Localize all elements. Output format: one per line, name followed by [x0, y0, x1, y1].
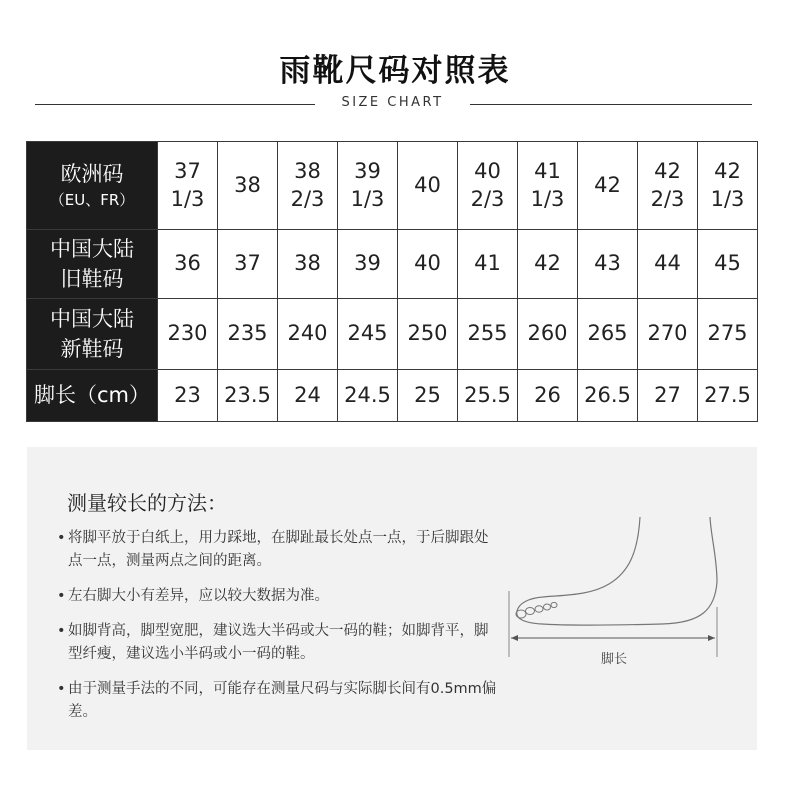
size-value: 275 [707, 321, 748, 346]
size-value: 240 [287, 321, 328, 346]
method-tips-list [57, 527, 497, 736]
size-cell [278, 142, 338, 230]
page-title: 雨靴尺码对照表 [279, 53, 511, 89]
size-value: 38 [234, 172, 261, 197]
size-value: 24.5 [344, 382, 391, 407]
foot-length-label: 脚长 [600, 652, 628, 667]
size-value: 39 [354, 159, 381, 184]
size-cell [158, 230, 218, 299]
size-value: 38 [294, 251, 321, 276]
bullet-icon: • [57, 588, 66, 604]
size-value: 43 [594, 251, 621, 276]
size-cell [338, 142, 398, 230]
size-value: 255 [467, 321, 508, 346]
row-header [27, 142, 158, 230]
size-cell [638, 230, 698, 299]
size-cell [398, 370, 458, 422]
size-value: 42 [654, 159, 681, 184]
size-cell [398, 142, 458, 230]
size-value: 40 [414, 251, 441, 276]
size-value: 39 [354, 251, 381, 276]
foot-outline [517, 517, 717, 625]
size-cell [698, 299, 758, 370]
size-cell [158, 299, 218, 370]
size-value: 26 [534, 382, 561, 407]
method-tip-text: 如脚背高，脚型宽肥，建议选大半码或大一码的鞋；如脚背平，脚型纤瘦，建议选小半码或小一码的鞋。 [68, 623, 489, 662]
size-cell [338, 299, 398, 370]
size-cell [578, 230, 638, 299]
size-fraction: 1/3 [530, 186, 565, 211]
size-cell [398, 230, 458, 299]
size-value: 265 [587, 321, 628, 346]
size-chart-table [26, 141, 758, 422]
method-tip-item [57, 620, 498, 666]
size-fraction: 2/3 [470, 186, 505, 211]
size-cell [458, 230, 518, 299]
bullet-icon: • [57, 530, 66, 546]
divider-left [35, 104, 315, 105]
method-tip-text: 将脚平放于白纸上，用力踩地，在脚趾最长处点一点，于后脚跟处点一点，测量两点之间的距离。 [68, 530, 489, 569]
row-header-label: 脚长（cm） [33, 383, 150, 408]
size-fraction: 1/3 [350, 186, 385, 211]
row-header [27, 299, 158, 370]
size-value: 42 [594, 172, 621, 197]
size-value: 230 [167, 321, 208, 346]
size-cell [698, 230, 758, 299]
size-cell [518, 370, 578, 422]
bullet-icon: • [57, 681, 66, 697]
size-value: 24 [294, 382, 321, 407]
size-value: 235 [227, 321, 268, 346]
size-value: 40 [414, 172, 441, 197]
size-cell [398, 299, 458, 370]
row-header [27, 230, 158, 299]
size-value: 23.5 [224, 382, 271, 407]
size-row [27, 142, 758, 230]
size-value: 27 [654, 382, 681, 407]
size-cell [518, 230, 578, 299]
method-title: 测量较长的方法： [67, 491, 227, 515]
size-value: 37 [234, 251, 261, 276]
size-value: 40 [474, 159, 501, 184]
method-tip-item [57, 678, 498, 724]
size-cell [218, 142, 278, 230]
arrow-head-left [511, 635, 518, 641]
row-header-label: 欧洲码 [60, 162, 124, 187]
toe-1 [516, 610, 526, 618]
row-header-label: 中国大陆 [50, 306, 134, 331]
size-cell [578, 370, 638, 422]
size-cell [518, 299, 578, 370]
size-cell [458, 370, 518, 422]
measurement-method-panel [27, 447, 757, 750]
size-value: 36 [174, 251, 201, 276]
size-value: 26.5 [584, 382, 631, 407]
size-value: 25 [414, 382, 441, 407]
size-cell [278, 370, 338, 422]
arrow-head-right [708, 635, 715, 641]
size-cell [698, 370, 758, 422]
method-tip-item [57, 527, 498, 573]
toe-5 [551, 602, 557, 607]
size-value: 45 [714, 251, 741, 276]
size-cell [218, 370, 278, 422]
size-cell [638, 142, 698, 230]
size-cell [218, 299, 278, 370]
row-header-sublabel: （EU、FR） [49, 190, 135, 209]
size-cell [338, 230, 398, 299]
size-value: 44 [654, 251, 681, 276]
size-fraction: 2/3 [290, 186, 325, 211]
size-cell [158, 370, 218, 422]
size-value: 260 [527, 321, 568, 346]
method-tip-item [57, 585, 498, 608]
size-value: 270 [647, 321, 688, 346]
size-row [27, 370, 758, 422]
size-value: 23 [174, 382, 201, 407]
size-value: 41 [534, 159, 561, 184]
size-cell [278, 230, 338, 299]
bullet-icon: • [57, 623, 66, 639]
size-value: 245 [347, 321, 388, 346]
size-value: 42 [534, 251, 561, 276]
row-header [27, 370, 158, 422]
divider-right [470, 104, 752, 105]
size-cell [218, 230, 278, 299]
size-cell [278, 299, 338, 370]
size-fraction: 1/3 [170, 186, 205, 211]
method-tip-text: 左右脚大小有差异，应以较大数据为准。 [68, 588, 329, 604]
size-value: 38 [294, 159, 321, 184]
size-value: 25.5 [464, 382, 511, 407]
size-cell [458, 299, 518, 370]
size-cell [578, 299, 638, 370]
size-cell [518, 142, 578, 230]
toe-4 [544, 604, 551, 610]
size-row [27, 230, 758, 299]
toe-3 [535, 606, 543, 612]
size-cell [638, 299, 698, 370]
row-header-sublabel: 新鞋码 [60, 337, 124, 361]
size-value: 42 [714, 159, 741, 184]
size-cell [338, 370, 398, 422]
foot-measure-illustration [497, 507, 747, 667]
size-cell [578, 142, 638, 230]
row-header-sublabel: 旧鞋码 [60, 267, 124, 291]
size-value: 27.5 [704, 382, 751, 407]
size-cell [638, 370, 698, 422]
size-fraction: 1/3 [710, 186, 745, 211]
size-cell [698, 142, 758, 230]
size-value: 250 [407, 321, 448, 346]
toe-2 [526, 608, 535, 615]
size-cell [158, 142, 218, 230]
method-tip-text: 由于测量手法的不同，可能存在测量尺码与实际脚长间有0.5mm偏差。 [68, 681, 497, 720]
size-value: 41 [474, 251, 501, 276]
size-fraction: 2/3 [650, 186, 685, 211]
row-header-label: 中国大陆 [50, 236, 134, 261]
size-value: 37 [174, 159, 201, 184]
page-subtitle: SIZE CHART [341, 95, 444, 110]
size-row [27, 299, 758, 370]
size-cell [458, 142, 518, 230]
